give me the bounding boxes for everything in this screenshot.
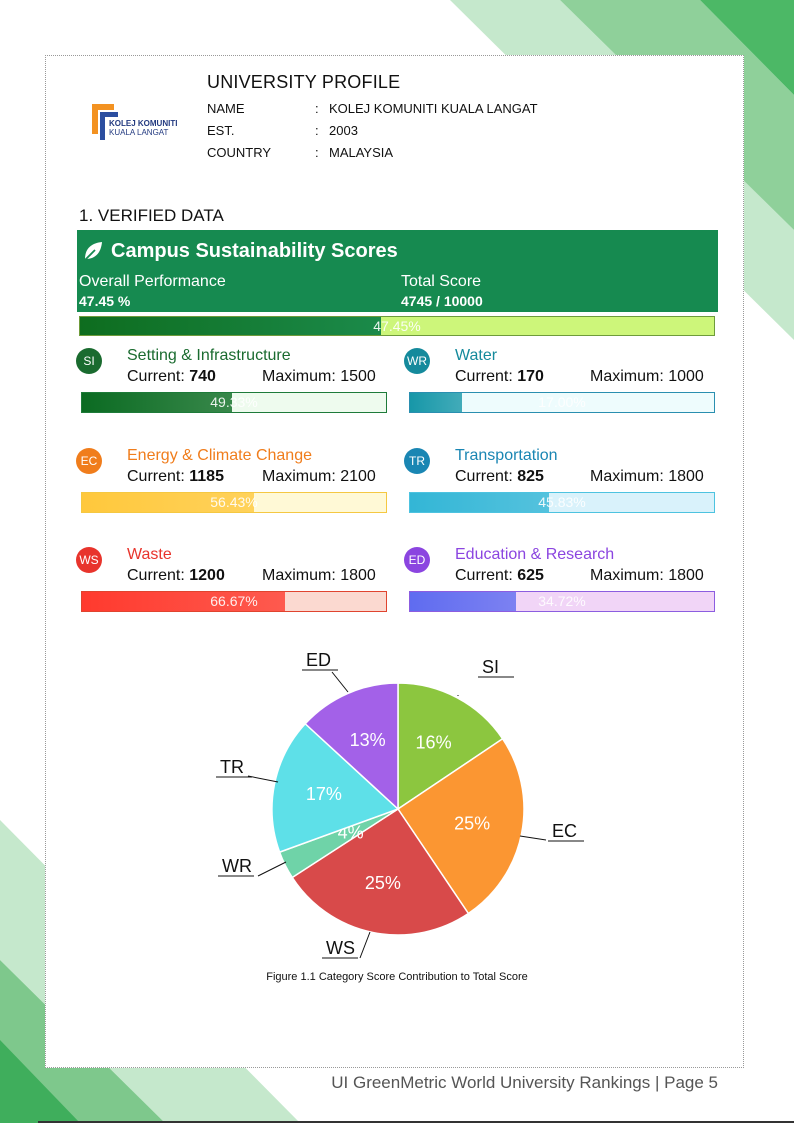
university-logo <box>90 104 200 144</box>
pie-category-label: TR <box>220 757 244 777</box>
current-label: Current: <box>455 368 518 385</box>
category-badge-icon: WR <box>404 348 430 374</box>
profile-row-est <box>207 123 358 138</box>
logo-text-2: KUALA LANGAT <box>109 128 169 137</box>
current-value: 1185 <box>189 468 224 485</box>
profile-colon: : <box>315 123 319 138</box>
current-value: 170 <box>517 368 544 385</box>
category-progress-label: 34.72% <box>538 593 586 609</box>
pie-leader-line <box>520 836 546 840</box>
current-value: 1200 <box>189 567 225 584</box>
category-progress-label: 17.00% <box>538 394 586 410</box>
category-current <box>127 468 224 486</box>
figure-caption: Figure 1.1 Category Score Contribution to Total Score <box>266 971 528 983</box>
category-name: Transportation <box>455 447 558 464</box>
category-badge-icon: SI <box>76 348 102 374</box>
category-maximum: Maximum: 1800 <box>590 567 704 584</box>
category-current <box>455 567 544 585</box>
category-progress-label: 49.33% <box>210 394 258 410</box>
category-name: Setting & Infrastructure <box>127 347 291 364</box>
category-progress-label: 56.43% <box>210 494 258 510</box>
pie-leader-line <box>248 776 278 782</box>
sustainability-banner <box>77 230 718 312</box>
category-maximum: Maximum: 1800 <box>590 468 704 485</box>
logo-text-1: KOLEJ KOMUNITI <box>109 119 178 128</box>
pie-value-label: 25% <box>454 813 491 834</box>
profile-value: KOLEJ KOMUNITI KUALA LANGAT <box>329 101 538 116</box>
pie-value-label: 17% <box>305 784 342 805</box>
profile-value: MALAYSIA <box>329 145 394 160</box>
current-label: Current: <box>455 468 518 485</box>
category-badge-icon: EC <box>76 448 102 474</box>
category-progress-label: 66.67% <box>210 593 258 609</box>
category-maximum: Maximum: 1800 <box>262 567 376 584</box>
category-badge-icon: ED <box>404 547 430 573</box>
category-progress-bar <box>409 591 715 612</box>
overall-label: Overall Performance <box>79 273 226 290</box>
total-label: Total Score <box>401 273 482 290</box>
overall-value: 47.45 % <box>79 293 131 309</box>
pie-leader-line <box>332 672 348 692</box>
banner-heading: Campus Sustainability Scores <box>111 240 398 262</box>
category-current <box>455 368 544 386</box>
overall-progress-label: 47.45% <box>373 318 421 334</box>
current-value: 825 <box>517 468 544 485</box>
profile-colon: : <box>315 101 319 116</box>
category-progress-bar <box>81 591 387 612</box>
pie-leader-line <box>258 862 286 876</box>
category-maximum: Maximum: 1500 <box>262 368 376 385</box>
category-current <box>455 468 544 486</box>
pie-category-label: ED <box>306 650 332 670</box>
pie-value-label: 4% <box>337 822 364 843</box>
page-footer: UI GreenMetric World University Rankings | Page 5 <box>331 1073 718 1092</box>
pie-category-label: WS <box>326 938 355 958</box>
profile-colon: : <box>315 145 319 160</box>
category-current <box>127 567 225 585</box>
category-name: Waste <box>127 546 172 563</box>
current-value: 625 <box>517 567 544 584</box>
category-progress-bar <box>81 392 387 413</box>
total-value: 4745 / 10000 <box>401 293 483 309</box>
category-badge-icon: TR <box>404 448 430 474</box>
current-value: 740 <box>189 368 216 385</box>
profile-label: COUNTRY <box>207 145 272 160</box>
profile-row-country <box>207 145 393 160</box>
category-pie-chart <box>200 640 600 960</box>
profile-title: UNIVERSITY PROFILE <box>207 72 401 92</box>
profile-label: EST. <box>207 123 235 138</box>
profile-value: 2003 <box>329 123 358 138</box>
category-name: Education & Research <box>455 546 615 563</box>
category-progress-label: 45.83% <box>538 494 586 510</box>
current-label: Current: <box>127 368 190 385</box>
category-current <box>127 368 216 386</box>
category-badge-icon: WS <box>76 547 102 573</box>
current-label: Current: <box>127 567 190 584</box>
category-name: Energy & Climate Change <box>127 447 312 464</box>
pie-leader-line <box>360 932 370 958</box>
category-name: Water <box>455 347 498 364</box>
pie-category-label: WR <box>222 856 252 876</box>
profile-row-name <box>207 101 538 116</box>
category-maximum: Maximum: 2100 <box>262 468 376 485</box>
section-title: 1. VERIFIED DATA <box>79 206 224 225</box>
current-label: Current: <box>127 468 190 485</box>
category-progress-bar <box>81 492 387 513</box>
pie-value-label: 25% <box>364 873 401 894</box>
overall-progress-bar <box>79 316 715 336</box>
pie-value-label: 13% <box>349 729 386 750</box>
category-progress-bar <box>409 492 715 513</box>
pie-category-label: SI <box>482 657 500 677</box>
pie-value-label: 16% <box>415 732 452 753</box>
category-progress-bar <box>409 392 715 413</box>
current-label: Current: <box>455 567 518 584</box>
pie-category-label: EC <box>552 821 578 841</box>
profile-label: NAME <box>207 101 245 116</box>
category-maximum: Maximum: 1000 <box>590 368 704 385</box>
leaf-icon <box>81 239 105 263</box>
